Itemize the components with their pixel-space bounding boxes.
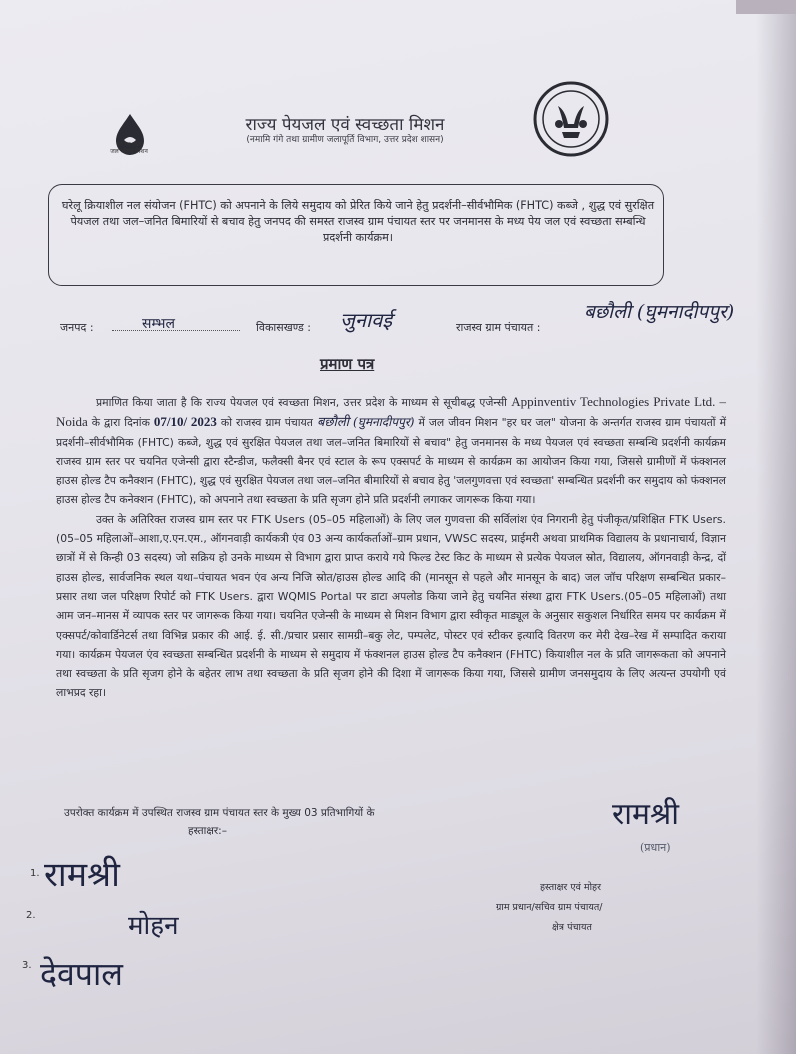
stamp-text: (प्रधान) (640, 841, 671, 854)
program-title-text: घरेलू क्रियाशील नल संयोजन (FHTC) को अपनाने के लिये समुदाय को प्रेरित किये जाने हेतु प्रदर्शनी–सीर्वभौमिक (FHTC) कब्जे , शुद्ध एवं सुरक्षित पेयजल तथा जल–जनित बिमारियों से बचाव हेतु जनपद की समस्त राजस्व ग्राम पंचायत स्तर पर जनमानस के मध्य पेय जल एवं स्वच्छता सम्बन्धि प्रदर्शनी कार्यक्रम। (61, 199, 655, 244)
background-strip (736, 0, 796, 14)
p1-intro: प्रमाणित किया जाता है कि राज्य पेयजल एवं स्वच्छता मिशन, उत्तर प्रदेश के माध्यम से सूचीबद्ध एजेन्सी (96, 396, 507, 409)
page-edge-shadow (756, 0, 796, 1054)
left-logo-caption: हर घर जल जल जीवन मिशन (110, 141, 148, 155)
signature-number-2: 2. (26, 910, 36, 921)
p1-body: में जल जीवन मिशन "हर घर जल" योजना के अन्तर्गत राजस्व ग्राम पंचायतों में प्रदर्शनी–सीर्वभौमिक (FHTC) कब्जे, शुद्ध एवं सुरक्षित पेयजल तथा जल–जनित बिमारियों से बचाव" हेतु जनमानस के मध्य पेयजल एवं स्वच्छता सम्बन्धि प्रदर्शनी कार्यक्रम राजस्व ग्राम स्तर पर चयनित एजेन्सी द्वारा स्टैन्डीज, फलैक्सी बैनर एवं स्टाल के रूप एक्सपर्ट के माध्यम से कार्यक्रम का आयोजन किया गया, जिससे ग्रामीणों में फंक्शनल हाउस होल्ड टैप कनैक्शन (FHTC), शुद्ध एवं सुरक्षित पेयजल तथा जल–जनित बीमारियों से बचाव हेतु 'जलगुणवत्ता एवं स्वच्छता' सम्बन्धित प्रदर्शनी कर समुदाय को फंक्शनल हाउस होल्ड टैप कनेक्शन (FHTC), को अपनाने तथा स्वच्छता के प्रति सृजग होने प्रति प्रदर्शनी लगाकर जागरूक किया गया। (56, 416, 727, 507)
signer-line-1: हस्ताक्षर एवं मोहर (540, 882, 601, 893)
panchayat-value: बछौली (घुमनादीपपुर) (584, 301, 735, 323)
program-date: 07/10/ 2023 (153, 414, 217, 430)
panchayat-label: राजस्व ग्राम पंचायत : (456, 321, 541, 334)
pradhan-signature: रामश्री (612, 797, 679, 832)
paragraph-1 (56, 392, 726, 510)
signature-number-3: 3. (22, 960, 32, 971)
signer-line-2: ग्राम प्रधान/सचिव ग्राम पंचायत/ (496, 902, 603, 913)
water-drop-logo-icon (100, 110, 160, 170)
agency-name: Appinventiv Technologies Private Ltd. – Noida (56, 394, 726, 430)
district-value: सम्भल (142, 316, 175, 332)
participant-signature-1: रामश्री (44, 855, 120, 895)
signer-line-3: क्षेत्र पंचायत (552, 922, 592, 933)
p1-date-label: के द्वारा दिनांक (91, 416, 150, 430)
mission-title: राज्य पेयजल एवं स्वच्छता मिशन (245, 115, 445, 135)
certificate-heading: प्रमाण पत्र (320, 355, 375, 373)
participant-signature-3: देवपाल (40, 955, 123, 993)
block-label: विकासखण्ड : (256, 321, 312, 334)
up-emblem-icon (532, 80, 610, 158)
district-underline (112, 330, 240, 331)
department-subtitle: (नमामि गंगे तथा ग्रामीण जलापूर्ति विभाग, उत्तर प्रदेश शासन) (246, 135, 444, 145)
district-label: जनपद : (60, 321, 94, 334)
participants-line-1: उपरोक्त कार्यक्रम में उपस्थित राजस्व ग्राम पंचायत स्तर के मुख्य 03 प्रतिभागियों के (64, 807, 375, 819)
certificate-body (56, 392, 726, 703)
p1-panchayat-handwritten: बछौली (316, 415, 350, 431)
signature-number-1: 1. (30, 868, 40, 879)
participant-signature-2: मोहन (128, 911, 179, 941)
participants-line-2: हस्ताक्षर:– (188, 825, 227, 837)
paragraph-2: उक्त के अतिरिक्त राजस्व ग्राम स्तर पर FTK Users (05–05 महिलाओं) के लिए जल गुणवत्ता की सर्विलांश एंव निगरानी हेतु पंजीकृत/प्रशिक्षित FTK Users.(05–05 महिलाओं–आशा,ए.एन.एम., ऑगनवाड़ी कार्यकत्री एंव 03 अन्य कार्यकर्ताओं–ग्राम प्रधान, VWSC सदस्य, प्राईमरी अथवा प्राथमिक विद्यालय के प्रधानाचार्य, विज्ञान छात्रों में से किन्ही 03 सदस्य) जो सक्रिय हो उनके माध्यम से विभाग द्वारा प्राप्त कराये गये फिल्ड टेस्ट किट के माध्यम से प्रत्येक पेयजल स्रोत, विद्यालय, ऑगनवाड़ी केन्द्र, दों हाउस होल्ड, सार्वजनिक स्थल यथा–पंचायत भवन एंव अन्य निजि स्रोत/हाउस होल्ड आदि की (मानसून से पहले और मानसून के बाद) जल जॉच परिक्षण सम्बन्धित प्रकार–प्रसार तथा जल परिक्षण रिपोर्ट को FTK Users. द्वारा WQMIS Portal पर डाटा अपलोड किया जाने हेतु चयनित संस्था द्वारा FTK Users.(05–05 महिलाओं) तथा आम जन–मानस में व्यापक स्तर पर जागरूक किया गया। चयनित एजेन्सी के माध्यम से मिशन विभाग द्वारा स्वीकृत माड्यूल के अनुसार सकुशल निर्धारित समय पर कार्यक्रम में एक्सपर्ट/कोवार्डिनेटर्स तथा विभिन्न प्रकार की आई. ई. सी./प्रचार प्रसार सामग्री–बकु लेट, पम्पलेट, पोस्टर एवं स्टीकर इत्यादि वितरण कर मेरी देख–रेख में सम्पादित कराया गया। कार्यक्रम पेयजल एंव स्वच्छता सम्बन्धित प्रदर्शनी के माध्यम से समुदाय में फंक्शनल हाउस होल्ड टैप कनैक्शन (FHTC) कियाशील नल के प्रति जागरूकता को अपनाने तथा स्वच्छता के प्रति सृजग होने के बहेतर लाभ तथा स्वच्छता के प्रति सृजग होने की दिशा में जागरूक किया गया, जिससे ग्रामीण जनसमुदाय के लिए अत्यन्त उपयोगी एवं लाभप्रद रहा। (56, 512, 726, 700)
block-value: जुनावई (340, 308, 393, 332)
p1-panchayat-label: को राजस्व ग्राम पंचायत (220, 416, 313, 430)
p1-panchayat-handwritten-2: (घुमनादीपपुर) (353, 415, 415, 430)
